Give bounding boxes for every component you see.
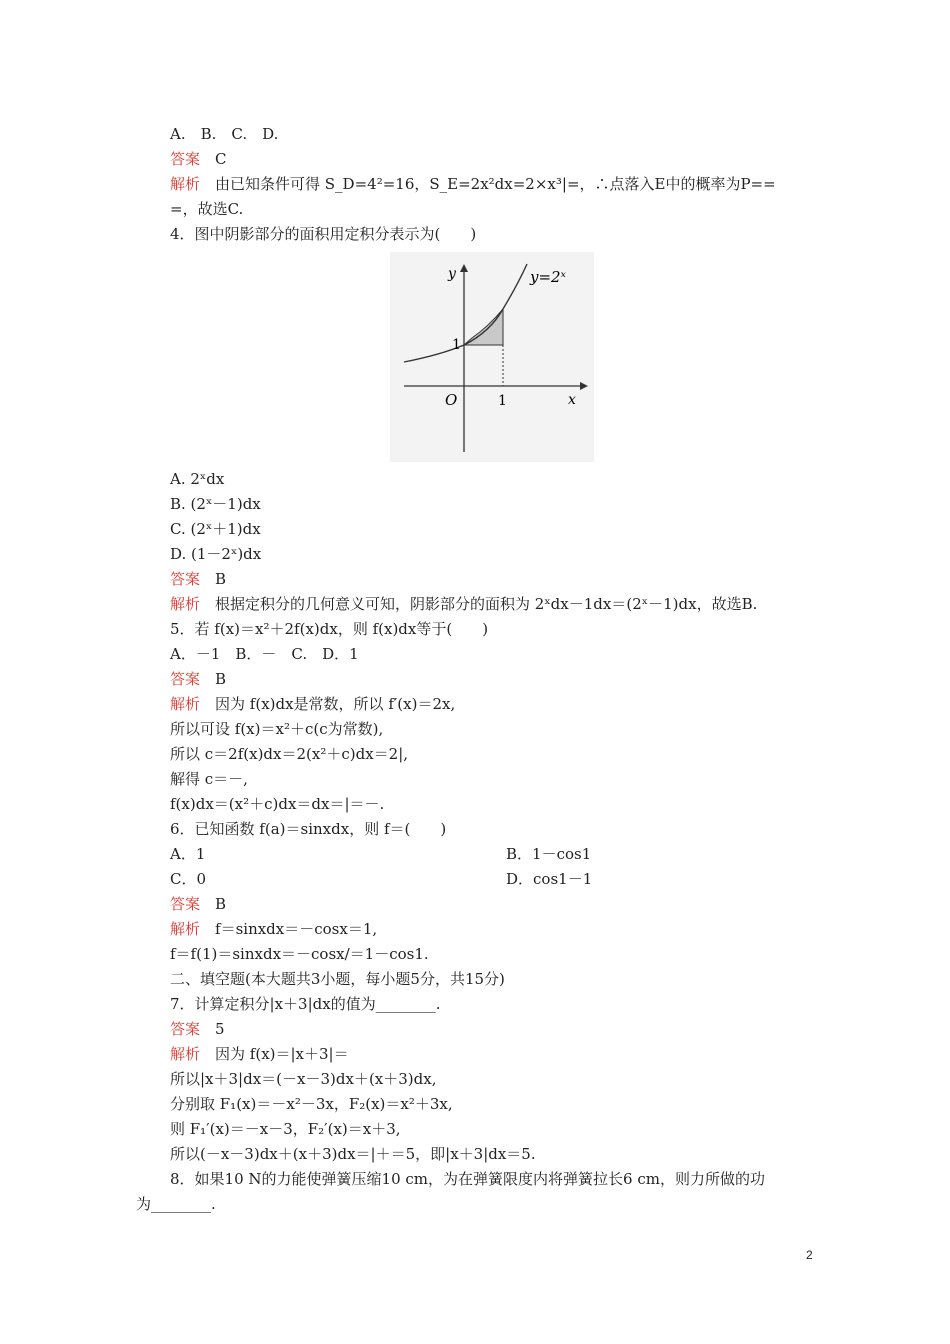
q4-option-b: B. (2ˣ－1)dx [170, 495, 261, 513]
q7-stem: 7．计算定积分|x＋3|dx的值为________. [170, 995, 441, 1013]
page-number: 2 [806, 1248, 813, 1262]
explanation-text: f＝sinxdx＝－cosx＝1, [200, 920, 378, 938]
q7-explanation-3: 分别取 F₁(x)＝－x²－3x，F₂(x)＝x²＋3x, [170, 1095, 453, 1113]
q3-options: A. B. C. D. [170, 125, 279, 143]
x-axis-label: x [568, 392, 576, 408]
q6-answer [170, 894, 226, 914]
q3-answer [170, 149, 227, 169]
q3-explanation-cont: =，故选C. [170, 200, 244, 218]
explanation-label: 解析 [170, 595, 201, 613]
answer-label: 答案 [170, 1020, 201, 1038]
explanation-text: 因为 f(x)＝|x＋3|＝ [200, 1045, 349, 1063]
q4-option-a: A. 2ˣdx [170, 470, 225, 488]
q7-explanation-4: 则 F₁′(x)＝－x－3，F₂′(x)＝x＋3, [170, 1120, 401, 1138]
q7-explanation-2: 所以|x＋3|dx＝(－x－3)dx＋(x＋3)dx, [170, 1070, 437, 1088]
q6-option-d: D．cos1－1 [506, 870, 593, 888]
x-axis-arrow-icon [580, 382, 588, 390]
q5-explanation-5: f(x)dx＝(x²＋c)dx＝dx＝|＝－. [170, 795, 385, 813]
explanation-label: 解析 [170, 920, 201, 938]
x-one-label: 1 [498, 393, 507, 409]
q5-answer [170, 669, 226, 689]
q6-explanation [170, 919, 377, 939]
curve-label: y=2ˣ [530, 268, 566, 286]
q3-explanation [170, 174, 776, 194]
y-axis-arrow-icon [460, 264, 468, 272]
answer-label: 答案 [170, 670, 201, 688]
origin-label: O [445, 391, 458, 409]
q4-stem: 4．图中阴影部分的面积用定积分表示为( ) [170, 225, 477, 243]
explanation-label: 解析 [170, 1045, 201, 1063]
shaded-region [464, 309, 503, 345]
answer-label: 答案 [170, 895, 201, 913]
q5-explanation-3: 所以 c＝2f(x)dx＝2(x²＋c)dx＝2|, [170, 745, 409, 763]
q6-stem: 6．已知函数 f(a)＝sinxdx，则 f＝( ) [170, 820, 447, 838]
figure-exponential-graph [390, 252, 594, 462]
explanation-text: 因为 f(x)dx是常数，所以 f′(x)＝2x, [200, 695, 456, 713]
explanation-label: 解析 [170, 175, 201, 193]
q4-answer [170, 569, 226, 589]
y-axis-label: y [448, 266, 456, 282]
q8-stem-cont: 为________. [136, 1195, 216, 1213]
q7-answer [170, 1019, 225, 1039]
answer-text: C [200, 150, 227, 168]
answer-text: B [200, 570, 227, 588]
answer-text: B [200, 670, 227, 688]
answer-label: 答案 [170, 570, 201, 588]
q4-option-c: C. (2ˣ＋1)dx [170, 520, 261, 538]
section-2-heading: 二、填空题(本大题共3小题，每小题5分，共15分) [170, 970, 505, 988]
curve-2x [404, 264, 527, 362]
q7-explanation [170, 1044, 349, 1064]
y-one-label: 1 [452, 337, 461, 353]
q5-stem: 5．若 f(x)＝x²＋2f(x)dx，则 f(x)dx等于( ) [170, 620, 489, 638]
q6-option-b: B．1－cos1 [506, 845, 592, 863]
explanation-text: 根据定积分的几何意义可知，阴影部分的面积为 2ˣdx－1dx＝(2ˣ－1)dx，故选B. [200, 595, 758, 613]
q6-option-a: A．1 [170, 845, 206, 863]
q7-explanation-5: 所以(－x－3)dx＋(x＋3)dx＝|＋＝5，即|x＋3|dx＝5. [170, 1145, 536, 1163]
q6-option-c: C．0 [170, 870, 207, 888]
q5-options: A．－1 B．－ C. D．1 [170, 645, 359, 663]
explanation-text: 由已知条件可得 S_D=4²=16，S_E=2x²dx=2×x³|=，∴点落入E中的概率为P== [200, 175, 776, 193]
answer-label: 答案 [170, 150, 201, 168]
q4-option-d: D. (1－2ˣ)dx [170, 545, 262, 563]
q6-explanation-2: f＝f(1)＝sinxdx＝－cosx/＝1－cos1. [170, 945, 429, 963]
q5-explanation-4: 解得 c＝－, [170, 770, 248, 788]
q4-explanation [170, 594, 757, 614]
q5-explanation-2: 所以可设 f(x)＝x²＋c(c为常数), [170, 720, 384, 738]
explanation-label: 解析 [170, 695, 201, 713]
q8-stem: 8．如果10 N的力能使弹簧压缩10 cm，为在弹簧限度内将弹簧拉长6 cm，则力所做的功 [170, 1170, 765, 1188]
q5-explanation [170, 694, 455, 714]
answer-text: B [200, 895, 227, 913]
answer-text: 5 [200, 1020, 225, 1038]
